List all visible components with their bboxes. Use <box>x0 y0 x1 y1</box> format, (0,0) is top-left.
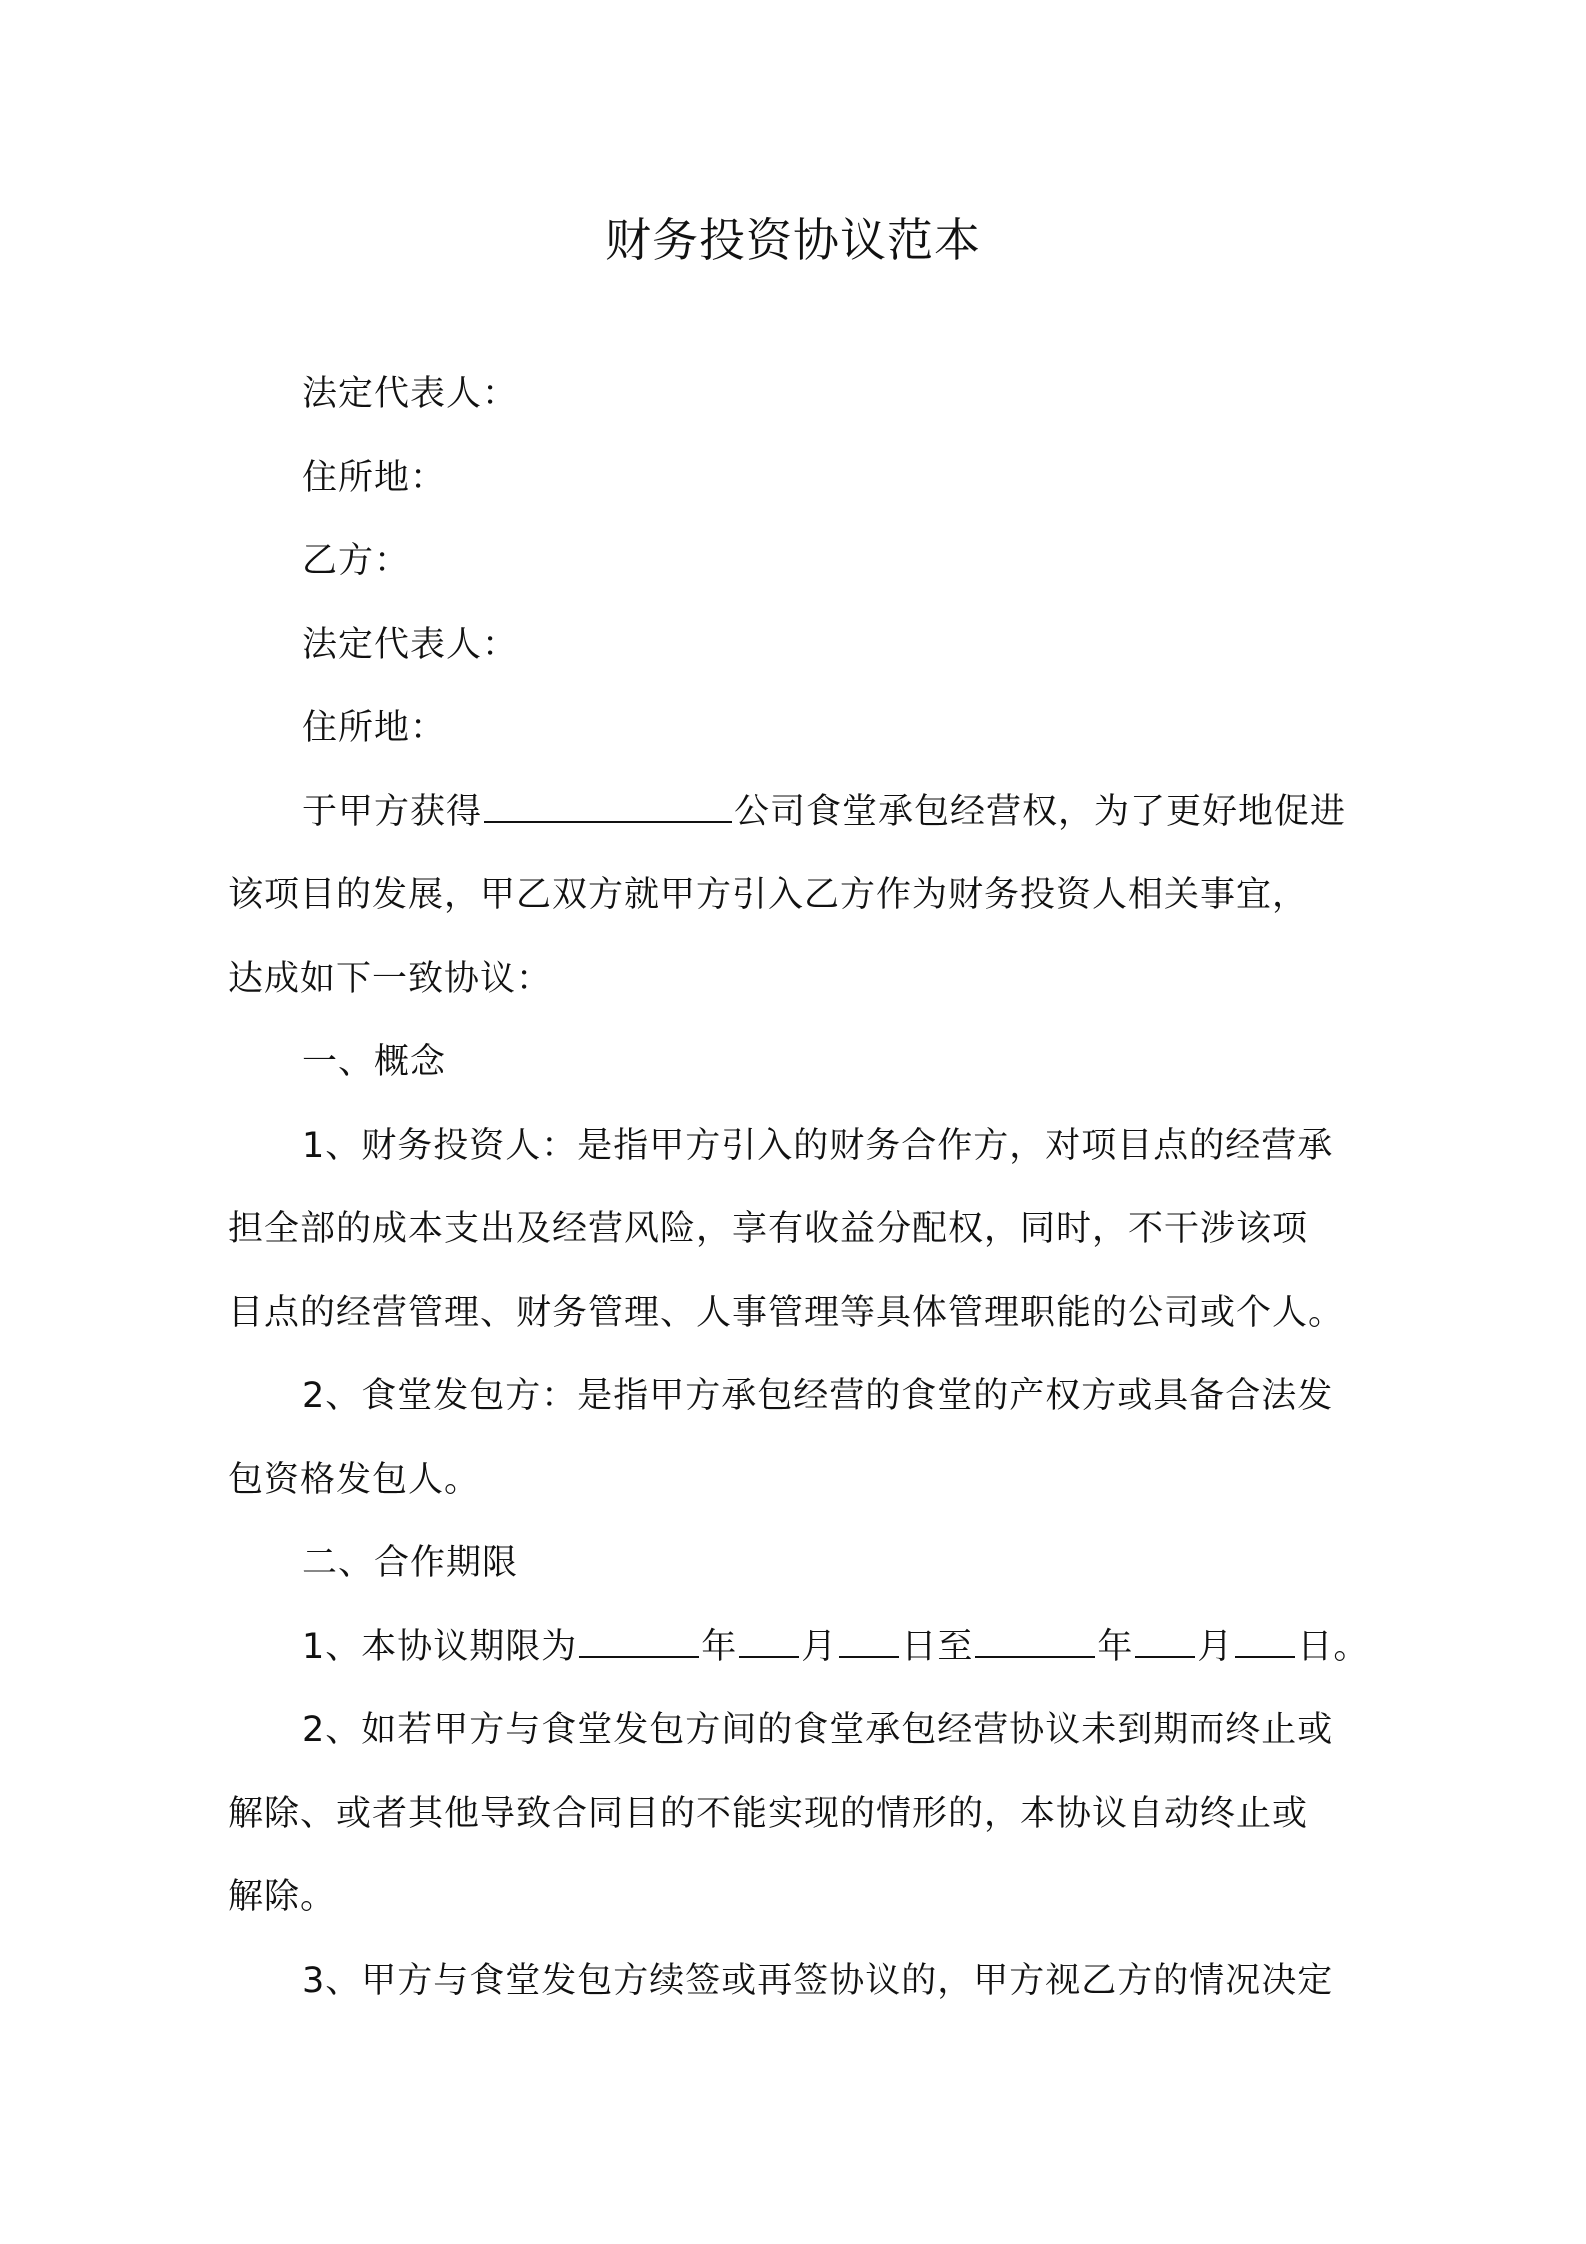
end-day-blank <box>1235 1626 1295 1658</box>
party-b-address-label: 住所地： <box>302 708 447 748</box>
start-year-blank <box>579 1626 699 1658</box>
section-1-item-1-line-2: 担全部的成本支出及经营风险，享有收益分配权，同时，不干涉该项 <box>228 1209 1309 1249</box>
start-month-blank <box>739 1626 799 1658</box>
section-2-item-2-line-2: 解除、或者其他导致合同目的不能实现的情形的，本协议自动终止或 <box>228 1794 1309 1834</box>
section-1-heading: 一、概念 <box>302 1042 447 1082</box>
end-year-label: 年 <box>1097 1627 1134 1667</box>
section-1-item-2-line-2: 包资格发包人。 <box>228 1460 481 1500</box>
party-b-label: 乙方： <box>302 541 411 581</box>
section-1-item-1-line-3: 目点的经营管理、财务管理、人事管理等具体管理职能的公司或个人。 <box>228 1293 1345 1333</box>
preamble-line-2: 该项目的发展，甲乙双方就甲方引入乙方作为财务投资人相关事宜， <box>228 875 1309 915</box>
section-2-item-1 <box>302 1623 1369 1671</box>
end-day-label: 日。 <box>1297 1627 1370 1667</box>
preamble-line-1 <box>302 788 1346 836</box>
term-prefix: 1、本协议期限为 <box>302 1627 578 1667</box>
start-day-label: 日至 <box>901 1627 974 1667</box>
section-2-item-3-line-1: 3、甲方与食堂发包方续签或再签协议的，甲方视乙方的情况决定 <box>302 1961 1334 2001</box>
start-month-label: 月 <box>801 1627 838 1667</box>
start-day-blank <box>839 1626 899 1658</box>
party-a-address-label: 住所地： <box>302 458 447 498</box>
section-2-heading: 二、合作期限 <box>302 1543 519 1583</box>
end-month-label: 月 <box>1197 1627 1234 1667</box>
start-year-label: 年 <box>701 1627 738 1667</box>
section-1-item-2-line-1: 2、食堂发包方：是指甲方承包经营的食堂的产权方或具备合法发 <box>302 1376 1334 1416</box>
party-b-legal-rep-label: 法定代表人： <box>302 625 519 665</box>
end-year-blank <box>975 1626 1095 1658</box>
section-1-item-1-line-1: 1、财务投资人：是指甲方引入的财务合作方，对项目点的经营承 <box>302 1126 1334 1166</box>
preamble-line-1-start: 于甲方获得 <box>302 792 483 832</box>
section-2-item-2-line-1: 2、如若甲方与食堂发包方间的食堂承包经营协议未到期而终止或 <box>302 1710 1334 1750</box>
preamble-line-1-end: 公司食堂承包经营权，为了更好地促进 <box>734 792 1347 832</box>
section-2-item-2-line-3: 解除。 <box>228 1877 337 1917</box>
preamble-line-3: 达成如下一致协议： <box>228 959 553 999</box>
end-month-blank <box>1135 1626 1195 1658</box>
company-name-blank <box>484 791 732 823</box>
page-title: 财务投资协议范本 <box>605 213 981 267</box>
party-a-legal-rep-label: 法定代表人： <box>302 374 519 414</box>
